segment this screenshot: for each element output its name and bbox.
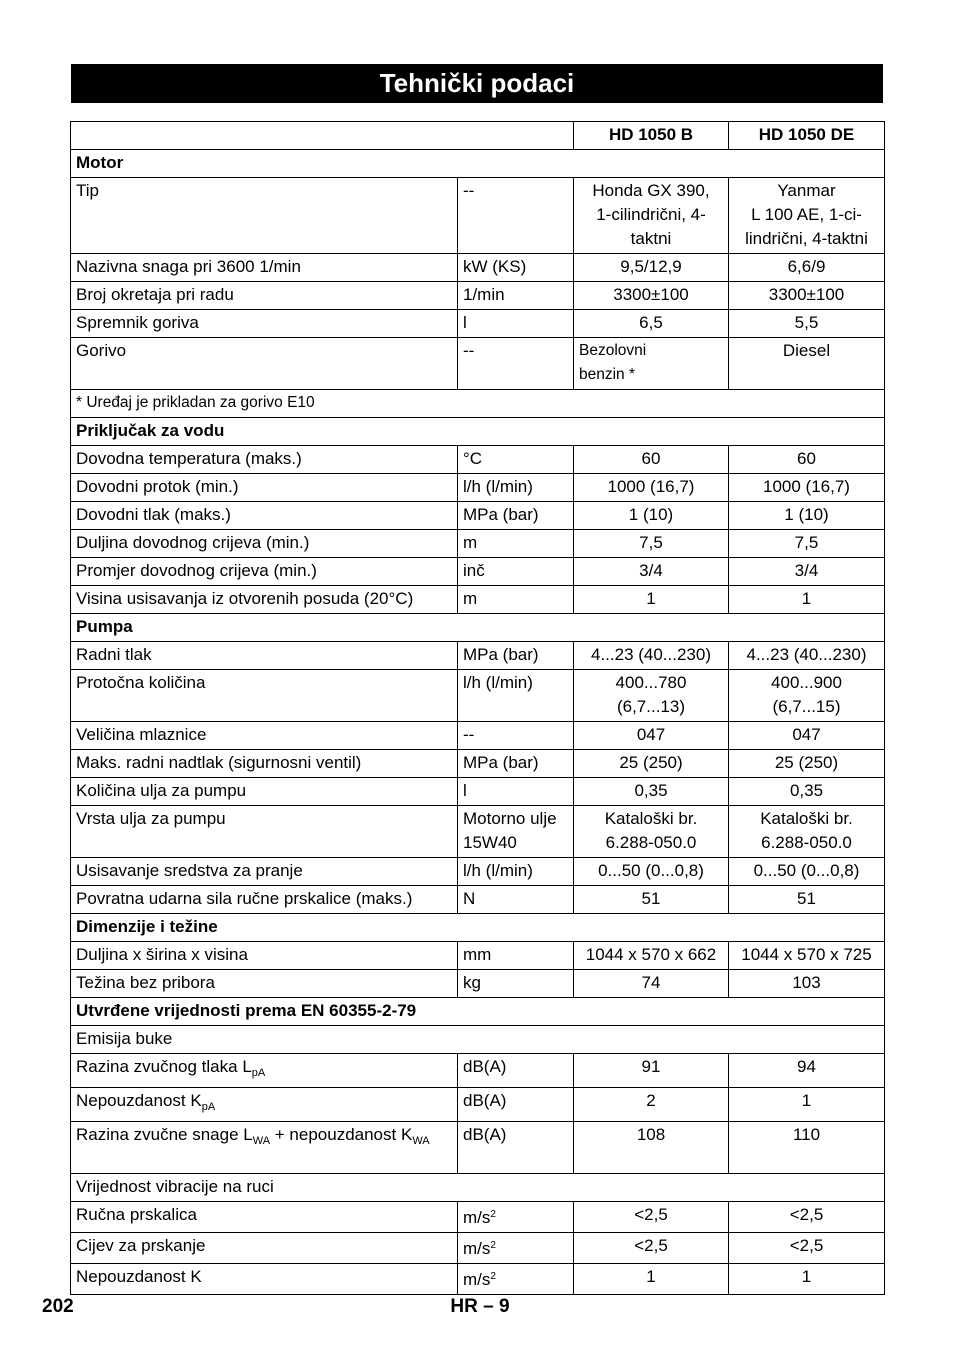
table-row bbox=[71, 282, 885, 310]
table-row bbox=[71, 642, 885, 670]
header-blank bbox=[71, 122, 574, 150]
page-number: 202 bbox=[42, 1296, 74, 1317]
row-unit: MPa (bar) bbox=[458, 642, 574, 670]
section-page-label: HR – 9 bbox=[450, 1296, 510, 1317]
row-value-de: 51 bbox=[729, 886, 885, 914]
lpa-subscript: pA bbox=[251, 1067, 266, 1079]
row-value-b: 9,5/12,9 bbox=[574, 254, 729, 282]
row-value-de: 047 bbox=[729, 722, 885, 750]
row-value-b: 3/4 bbox=[574, 558, 729, 586]
section-row bbox=[71, 914, 885, 942]
table-row bbox=[71, 338, 885, 390]
row-value-b: 1 (10) bbox=[574, 502, 729, 530]
row-value-de: 5,5 bbox=[729, 310, 885, 338]
lwa-uncertainty-label: + nepouzdanost K bbox=[270, 1125, 413, 1144]
row-value-de: 400...900 (6,7...15) bbox=[729, 670, 885, 722]
row-value-b: 1 bbox=[574, 1264, 729, 1295]
table-row bbox=[71, 970, 885, 998]
model-hd1050de: HD 1050 DE bbox=[729, 122, 885, 150]
row-label: Vrsta ulja za pumpu bbox=[71, 806, 458, 858]
row-value-b: 0...50 (0...0,8) bbox=[574, 858, 729, 886]
noise-emission-label: Emisija buke bbox=[71, 1026, 885, 1054]
row-unit bbox=[458, 1202, 574, 1233]
row-label: Dovodni tlak (maks.) bbox=[71, 502, 458, 530]
table-row bbox=[71, 1088, 885, 1122]
row-value-b: 3300±100 bbox=[574, 282, 729, 310]
kpa-label: Nepouzdanost K bbox=[76, 1091, 202, 1110]
kwa-subscript: WA bbox=[412, 1135, 430, 1147]
row-unit: inč bbox=[458, 558, 574, 586]
row-value-b: 1000 (16,7) bbox=[574, 474, 729, 502]
row-label: Visina usisavanja iz otvorenih posuda (20°C) bbox=[71, 586, 458, 614]
row-value-de: 1 (10) bbox=[729, 502, 885, 530]
row-label bbox=[71, 1088, 458, 1122]
row-value-de: 1000 (16,7) bbox=[729, 474, 885, 502]
row-value-de: Diesel bbox=[729, 338, 885, 390]
row-label: Spremnik goriva bbox=[71, 310, 458, 338]
model-hd1050b: HD 1050 B bbox=[574, 122, 729, 150]
row-unit: -- bbox=[458, 178, 574, 254]
row-unit: N bbox=[458, 886, 574, 914]
row-label: Maks. radni nadtlak (sigurnosni ventil) bbox=[71, 750, 458, 778]
row-unit: m bbox=[458, 586, 574, 614]
row-value-de: 0...50 (0...0,8) bbox=[729, 858, 885, 886]
row-unit bbox=[458, 1264, 574, 1295]
row-label: Duljina dovodnog crijeva (min.) bbox=[71, 530, 458, 558]
table-row bbox=[71, 474, 885, 502]
row-label: Nazivna snaga pri 3600 1/min bbox=[71, 254, 458, 282]
subsection-row bbox=[71, 1174, 885, 1202]
row-value-de: <2,5 bbox=[729, 1202, 885, 1233]
row-label: Protočna količina bbox=[71, 670, 458, 722]
row-label: Duljina x širina x visina bbox=[71, 942, 458, 970]
row-label: Usisavanje sredstva za pranje bbox=[71, 858, 458, 886]
row-value-de: 3300±100 bbox=[729, 282, 885, 310]
note-e10: * Uređaj je prikladan za gorivo E10 bbox=[71, 390, 885, 418]
table-row bbox=[71, 586, 885, 614]
row-label: Nepouzdanost K bbox=[71, 1264, 458, 1295]
lpa-label: Razina zvučnog tlaka L bbox=[76, 1057, 252, 1076]
row-value-b: 51 bbox=[574, 886, 729, 914]
row-value-de: 1 bbox=[729, 586, 885, 614]
row-label: Broj okretaja pri radu bbox=[71, 282, 458, 310]
row-value-b: 0,35 bbox=[574, 778, 729, 806]
row-unit: l bbox=[458, 310, 574, 338]
row-value-b: Kataloški br. 6.288-050.0 bbox=[574, 806, 729, 858]
row-value-b: 4...23 (40...230) bbox=[574, 642, 729, 670]
row-unit: l/h (l/min) bbox=[458, 670, 574, 722]
table-row bbox=[71, 446, 885, 474]
table-row bbox=[71, 886, 885, 914]
row-label: Gorivo bbox=[71, 338, 458, 390]
table-row bbox=[71, 1122, 885, 1174]
row-value-b: Bezolovni benzin * bbox=[574, 338, 729, 390]
row-unit: l/h (l/min) bbox=[458, 474, 574, 502]
page-title: Tehnički podaci bbox=[71, 64, 883, 103]
unit-ms: m/s bbox=[463, 1208, 491, 1227]
row-value-b: 25 (250) bbox=[574, 750, 729, 778]
row-label: Tip bbox=[71, 178, 458, 254]
row-unit: m bbox=[458, 530, 574, 558]
row-label: Težina bez pribora bbox=[71, 970, 458, 998]
unit-exponent: 2 bbox=[490, 1271, 496, 1282]
row-value-de: 94 bbox=[729, 1054, 885, 1088]
table-row bbox=[71, 310, 885, 338]
row-value-de: 0,35 bbox=[729, 778, 885, 806]
table-row bbox=[71, 254, 885, 282]
row-label: Cijev za prskanje bbox=[71, 1233, 458, 1264]
row-value-b: 91 bbox=[574, 1054, 729, 1088]
row-value-de: 3/4 bbox=[729, 558, 885, 586]
table-row bbox=[71, 502, 885, 530]
row-value-de: 110 bbox=[729, 1122, 885, 1174]
row-unit: mm bbox=[458, 942, 574, 970]
row-value-de: 103 bbox=[729, 970, 885, 998]
row-unit: -- bbox=[458, 722, 574, 750]
row-label: Radni tlak bbox=[71, 642, 458, 670]
section-row bbox=[71, 150, 885, 178]
row-unit bbox=[458, 1233, 574, 1264]
row-value-b: Honda GX 390, 1-cilindrični, 4- taktni bbox=[574, 178, 729, 254]
unit-ms: m/s bbox=[463, 1239, 491, 1258]
section-row bbox=[71, 614, 885, 642]
table-row bbox=[71, 178, 885, 254]
row-value-b: 047 bbox=[574, 722, 729, 750]
row-value-de: <2,5 bbox=[729, 1233, 885, 1264]
section-pump: Pumpa bbox=[71, 614, 885, 642]
row-unit: l bbox=[458, 778, 574, 806]
row-value-de: Kataloški br. 6.288-050.0 bbox=[729, 806, 885, 858]
row-value-de: 60 bbox=[729, 446, 885, 474]
row-label: Količina ulja za pumpu bbox=[71, 778, 458, 806]
row-unit: -- bbox=[458, 338, 574, 390]
row-unit: kW (KS) bbox=[458, 254, 574, 282]
table-row bbox=[71, 1264, 885, 1295]
unit-exponent: 2 bbox=[490, 1240, 496, 1251]
row-unit: Motorno ulje 15W40 bbox=[458, 806, 574, 858]
table-row bbox=[71, 1054, 885, 1088]
table-row bbox=[71, 942, 885, 970]
row-value-b: 74 bbox=[574, 970, 729, 998]
row-value-de: 25 (250) bbox=[729, 750, 885, 778]
row-value-b: 6,5 bbox=[574, 310, 729, 338]
row-unit: °C bbox=[458, 446, 574, 474]
row-unit: 1/min bbox=[458, 282, 574, 310]
row-label: Dovodni protok (min.) bbox=[71, 474, 458, 502]
vibration-label: Vrijednost vibracije na ruci bbox=[71, 1174, 885, 1202]
table-row bbox=[71, 670, 885, 722]
section-en-values: Utvrđene vrijednosti prema EN 60355-2-79 bbox=[71, 998, 885, 1026]
row-unit: kg bbox=[458, 970, 574, 998]
unit-exponent: 2 bbox=[490, 1209, 496, 1220]
row-value-de: 4...23 (40...230) bbox=[729, 642, 885, 670]
table-header-row bbox=[71, 122, 885, 150]
unit-ms: m/s bbox=[463, 1270, 491, 1289]
row-unit: dB(A) bbox=[458, 1122, 574, 1174]
section-row bbox=[71, 418, 885, 446]
row-unit: dB(A) bbox=[458, 1054, 574, 1088]
spec-table bbox=[70, 121, 885, 1295]
table-row bbox=[71, 778, 885, 806]
row-value-b: 7,5 bbox=[574, 530, 729, 558]
table-row bbox=[71, 530, 885, 558]
row-value-de: 1 bbox=[729, 1264, 885, 1295]
section-motor: Motor bbox=[71, 150, 885, 178]
note-row bbox=[71, 390, 885, 418]
row-value-b: 60 bbox=[574, 446, 729, 474]
row-label: Ručna prskalica bbox=[71, 1202, 458, 1233]
row-label: Promjer dovodnog crijeva (min.) bbox=[71, 558, 458, 586]
row-unit: dB(A) bbox=[458, 1088, 574, 1122]
lwa-label: Razina zvučne snage L bbox=[76, 1125, 253, 1144]
row-value-de: 1044 x 570 x 725 bbox=[729, 942, 885, 970]
row-label: Povratna udarna sila ručne prskalice (maks.) bbox=[71, 886, 458, 914]
table-row bbox=[71, 858, 885, 886]
row-value-de: 7,5 bbox=[729, 530, 885, 558]
row-value-de: 1 bbox=[729, 1088, 885, 1122]
row-value-b: <2,5 bbox=[574, 1202, 729, 1233]
row-value-b: <2,5 bbox=[574, 1233, 729, 1264]
row-value-de: 6,6/9 bbox=[729, 254, 885, 282]
row-value-b: 1 bbox=[574, 586, 729, 614]
kpa-subscript: pA bbox=[201, 1101, 216, 1113]
row-unit: MPa (bar) bbox=[458, 502, 574, 530]
row-value-b: 400...780 (6,7...13) bbox=[574, 670, 729, 722]
row-unit: MPa (bar) bbox=[458, 750, 574, 778]
row-value-de: Yanmar L 100 AE, 1-ci- lindrični, 4-taktni bbox=[729, 178, 885, 254]
section-row bbox=[71, 998, 885, 1026]
row-unit: l/h (l/min) bbox=[458, 858, 574, 886]
row-label: Veličina mlaznice bbox=[71, 722, 458, 750]
table-row bbox=[71, 558, 885, 586]
row-label bbox=[71, 1122, 458, 1174]
row-label: Dovodna temperatura (maks.) bbox=[71, 446, 458, 474]
table-row bbox=[71, 750, 885, 778]
table-row bbox=[71, 1202, 885, 1233]
section-water: Priključak za vodu bbox=[71, 418, 885, 446]
section-dimensions: Dimenzije i težine bbox=[71, 914, 885, 942]
row-value-b: 1044 x 570 x 662 bbox=[574, 942, 729, 970]
row-value-b: 2 bbox=[574, 1088, 729, 1122]
row-value-b: 108 bbox=[574, 1122, 729, 1174]
row-label bbox=[71, 1054, 458, 1088]
subsection-row bbox=[71, 1026, 885, 1054]
table-row bbox=[71, 1233, 885, 1264]
lwa-subscript: WA bbox=[252, 1135, 271, 1147]
table-row bbox=[71, 722, 885, 750]
table-row bbox=[71, 806, 885, 858]
